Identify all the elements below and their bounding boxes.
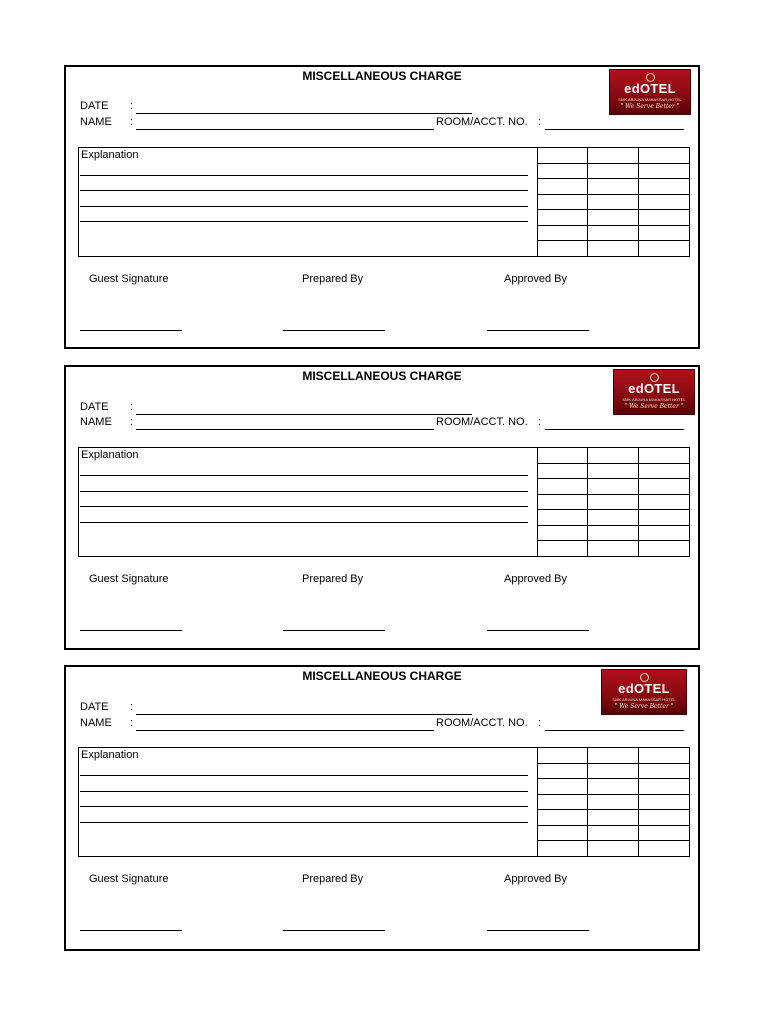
misc-charge-form-3 <box>64 665 700 951</box>
explanation-label: Explanation <box>81 749 139 761</box>
explanation-line-1[interactable] <box>80 175 528 176</box>
name-field[interactable] <box>136 129 434 130</box>
room-acct-label: ROOM/ACCT. NO. <box>436 717 528 729</box>
logo-motto: " We Serve Better " <box>620 103 680 110</box>
form-title: MISCELLANEOUS CHARGE <box>302 669 462 683</box>
grid-row-divider <box>538 509 689 510</box>
approved-by-line[interactable] <box>487 630 589 631</box>
date-label: DATE <box>80 401 109 413</box>
room-acct-colon: : <box>538 717 542 729</box>
guest-signature-line[interactable] <box>80 330 182 331</box>
approved-by-label: Approved By <box>504 873 567 885</box>
form-title: MISCELLANEOUS CHARGE <box>302 69 462 83</box>
edotel-logo <box>609 69 691 115</box>
charge-grid <box>537 748 689 856</box>
date-field[interactable] <box>136 113 472 114</box>
approved-by-label: Approved By <box>504 573 567 585</box>
prepared-by-label: Prepared By <box>302 573 364 585</box>
approved-by-line[interactable] <box>487 330 589 331</box>
edotel-logo <box>601 669 687 715</box>
grid-row-divider <box>538 494 689 495</box>
logo-name: edOTEL <box>624 81 676 96</box>
grid-row-divider <box>538 178 689 179</box>
prepared-by-line[interactable] <box>283 330 385 331</box>
logo-motto: " We Serve Better " <box>614 703 674 710</box>
guest-signature-line[interactable] <box>80 930 182 931</box>
room-acct-colon: : <box>538 116 542 128</box>
name-label: NAME <box>80 416 112 428</box>
charge-grid <box>537 448 689 556</box>
date-label: DATE <box>80 701 109 713</box>
explanation-line-4[interactable] <box>80 221 528 222</box>
grid-row-divider <box>538 478 689 479</box>
logo-tagline: SMK ARJUNA MAKASSAR HOTEL <box>622 397 686 402</box>
explanation-box <box>78 447 690 557</box>
grid-row-divider <box>538 825 689 826</box>
logo-tagline: SMK ARJUNA MAKASSAR HOTEL <box>612 697 676 702</box>
misc-charge-form-2 <box>64 365 700 650</box>
room-acct-label: ROOM/ACCT. NO. <box>436 116 528 128</box>
name-colon: : <box>130 116 134 128</box>
name-field[interactable] <box>136 429 434 430</box>
date-colon: : <box>130 100 134 112</box>
date-field[interactable] <box>136 414 472 415</box>
grid-row-divider <box>538 763 689 764</box>
guest-signature-label: Guest Signature <box>89 573 169 585</box>
explanation-line-2[interactable] <box>80 190 528 191</box>
explanation-box <box>78 147 690 257</box>
room-acct-field[interactable] <box>545 129 684 130</box>
approved-by-label: Approved By <box>504 273 567 285</box>
prepared-by-line[interactable] <box>283 630 385 631</box>
explanation-line-4[interactable] <box>80 822 528 823</box>
grid-row-divider <box>538 778 689 779</box>
name-label: NAME <box>80 717 112 729</box>
grid-row-divider <box>538 194 689 195</box>
grid-row-divider <box>538 540 689 541</box>
grid-row-divider <box>538 525 689 526</box>
prepared-by-label: Prepared By <box>302 273 364 285</box>
grid-row-divider <box>538 840 689 841</box>
logo-motto: " We Serve Better " <box>624 403 684 410</box>
guest-signature-line[interactable] <box>80 630 182 631</box>
logo-name: edOTEL <box>618 681 670 696</box>
room-acct-colon: : <box>538 416 542 428</box>
explanation-line-1[interactable] <box>80 775 528 776</box>
logo-name: edOTEL <box>628 381 680 396</box>
room-acct-label: ROOM/ACCT. NO. <box>436 416 528 428</box>
explanation-line-3[interactable] <box>80 206 528 207</box>
name-label: NAME <box>80 116 112 128</box>
date-field[interactable] <box>136 714 472 715</box>
charge-grid <box>537 148 689 256</box>
name-colon: : <box>130 416 134 428</box>
guest-signature-label: Guest Signature <box>89 273 169 285</box>
edotel-logo <box>613 369 695 415</box>
grid-row-divider <box>538 794 689 795</box>
grid-row-divider <box>538 809 689 810</box>
grid-row-divider <box>538 209 689 210</box>
prepared-by-label: Prepared By <box>302 873 364 885</box>
date-label: DATE <box>80 100 109 112</box>
name-colon: : <box>130 717 134 729</box>
explanation-line-1[interactable] <box>80 475 528 476</box>
explanation-label: Explanation <box>81 449 139 461</box>
date-colon: : <box>130 701 134 713</box>
name-field[interactable] <box>136 730 434 731</box>
explanation-line-4[interactable] <box>80 522 528 523</box>
approved-by-line[interactable] <box>487 930 589 931</box>
explanation-line-3[interactable] <box>80 806 528 807</box>
explanation-line-2[interactable] <box>80 491 528 492</box>
room-acct-field[interactable] <box>545 429 684 430</box>
form-title: MISCELLANEOUS CHARGE <box>302 369 462 383</box>
explanation-line-2[interactable] <box>80 791 528 792</box>
explanation-label: Explanation <box>81 149 139 161</box>
explanation-box <box>78 747 690 857</box>
grid-row-divider <box>538 163 689 164</box>
explanation-line-3[interactable] <box>80 506 528 507</box>
guest-signature-label: Guest Signature <box>89 873 169 885</box>
grid-row-divider <box>538 240 689 241</box>
date-colon: : <box>130 401 134 413</box>
prepared-by-line[interactable] <box>283 930 385 931</box>
logo-tagline: SMK ARJUNA MAKASSAR HOTEL <box>618 97 682 102</box>
room-acct-field[interactable] <box>545 730 684 731</box>
grid-row-divider <box>538 463 689 464</box>
misc-charge-form-1 <box>64 65 700 349</box>
grid-row-divider <box>538 225 689 226</box>
